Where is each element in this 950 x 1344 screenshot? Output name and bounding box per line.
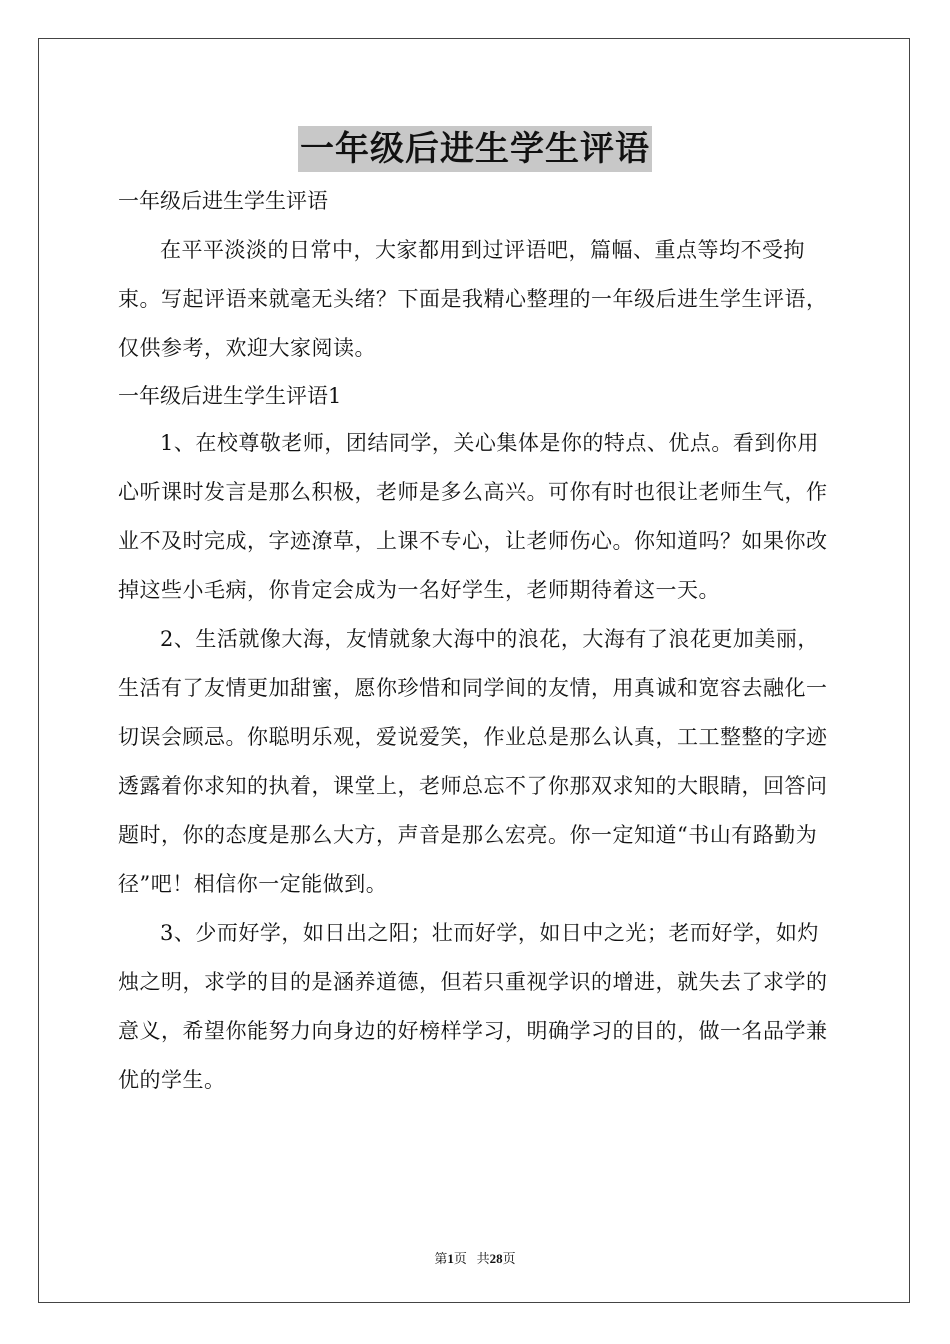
subtitle-line: 一年级后进生学生评语 — [118, 189, 328, 213]
page-prefix: 第 — [434, 1251, 448, 1266]
document-body — [118, 178, 838, 1105]
comment-paragraph-1: 1、在校尊敬老师，团结同学，关心集体是你的特点、优点。看到你用心听课时发言是那么积极，老师是多么高兴。可你有时也很让老师生气，作业不及时完成，字迹潦草，上课不专心，让老师伤心。你知道吗？如果你改掉这些小毛病，你肯定会成为一名好学生，老师期待着这一天。 — [118, 431, 828, 602]
comment-paragraph-2: 2、生活就像大海，友情就象大海中的浪花，大海有了浪花更加美丽，生活有了友情更加甜蜜，愿你珍惜和同学间的友情，用真诚和宽容去融化一切误会顾忌。你聪明乐观，爱说爱笑，作业总是那么认真，工工整整的字迹透露着你求知的执着，课堂上，老师总忘不了你那双求知的大眼睛，回答问题时，你的态度是那么大方，声音是那么宏亮。你一定知道“书山有路勤为径”吧！相信你一定能做到。 — [118, 627, 828, 896]
section-heading: 一年级后进生学生评语1 — [118, 384, 342, 408]
comment-paragraph-3: 3、少而好学，如日出之阳；壮而好学，如日中之光；老而好学，如灼烛之明，求学的目的是涵养道德，但若只重视学识的增进，就失去了求学的意义，希望你能努力向身边的好榜样学习，明确学习的目的，做一名品学兼优的学生。 — [118, 921, 828, 1092]
total-prefix: 共 — [476, 1251, 490, 1266]
page-footer — [0, 1248, 950, 1267]
page-suffix: 页 — [453, 1251, 467, 1266]
page-total: 28 — [489, 1251, 503, 1266]
total-suffix: 页 — [502, 1251, 516, 1266]
page-current: 1 — [447, 1251, 454, 1266]
document-title: 一年级后进生学生评语 — [298, 126, 652, 172]
title-wrap — [0, 126, 950, 172]
intro-paragraph: 在平平淡淡的日常中，大家都用到过评语吧，篇幅、重点等均不受拘束。写起评语来就毫无头绪？下面是我精心整理的一年级后进生学生评语，仅供参考，欢迎大家阅读。 — [118, 238, 828, 360]
